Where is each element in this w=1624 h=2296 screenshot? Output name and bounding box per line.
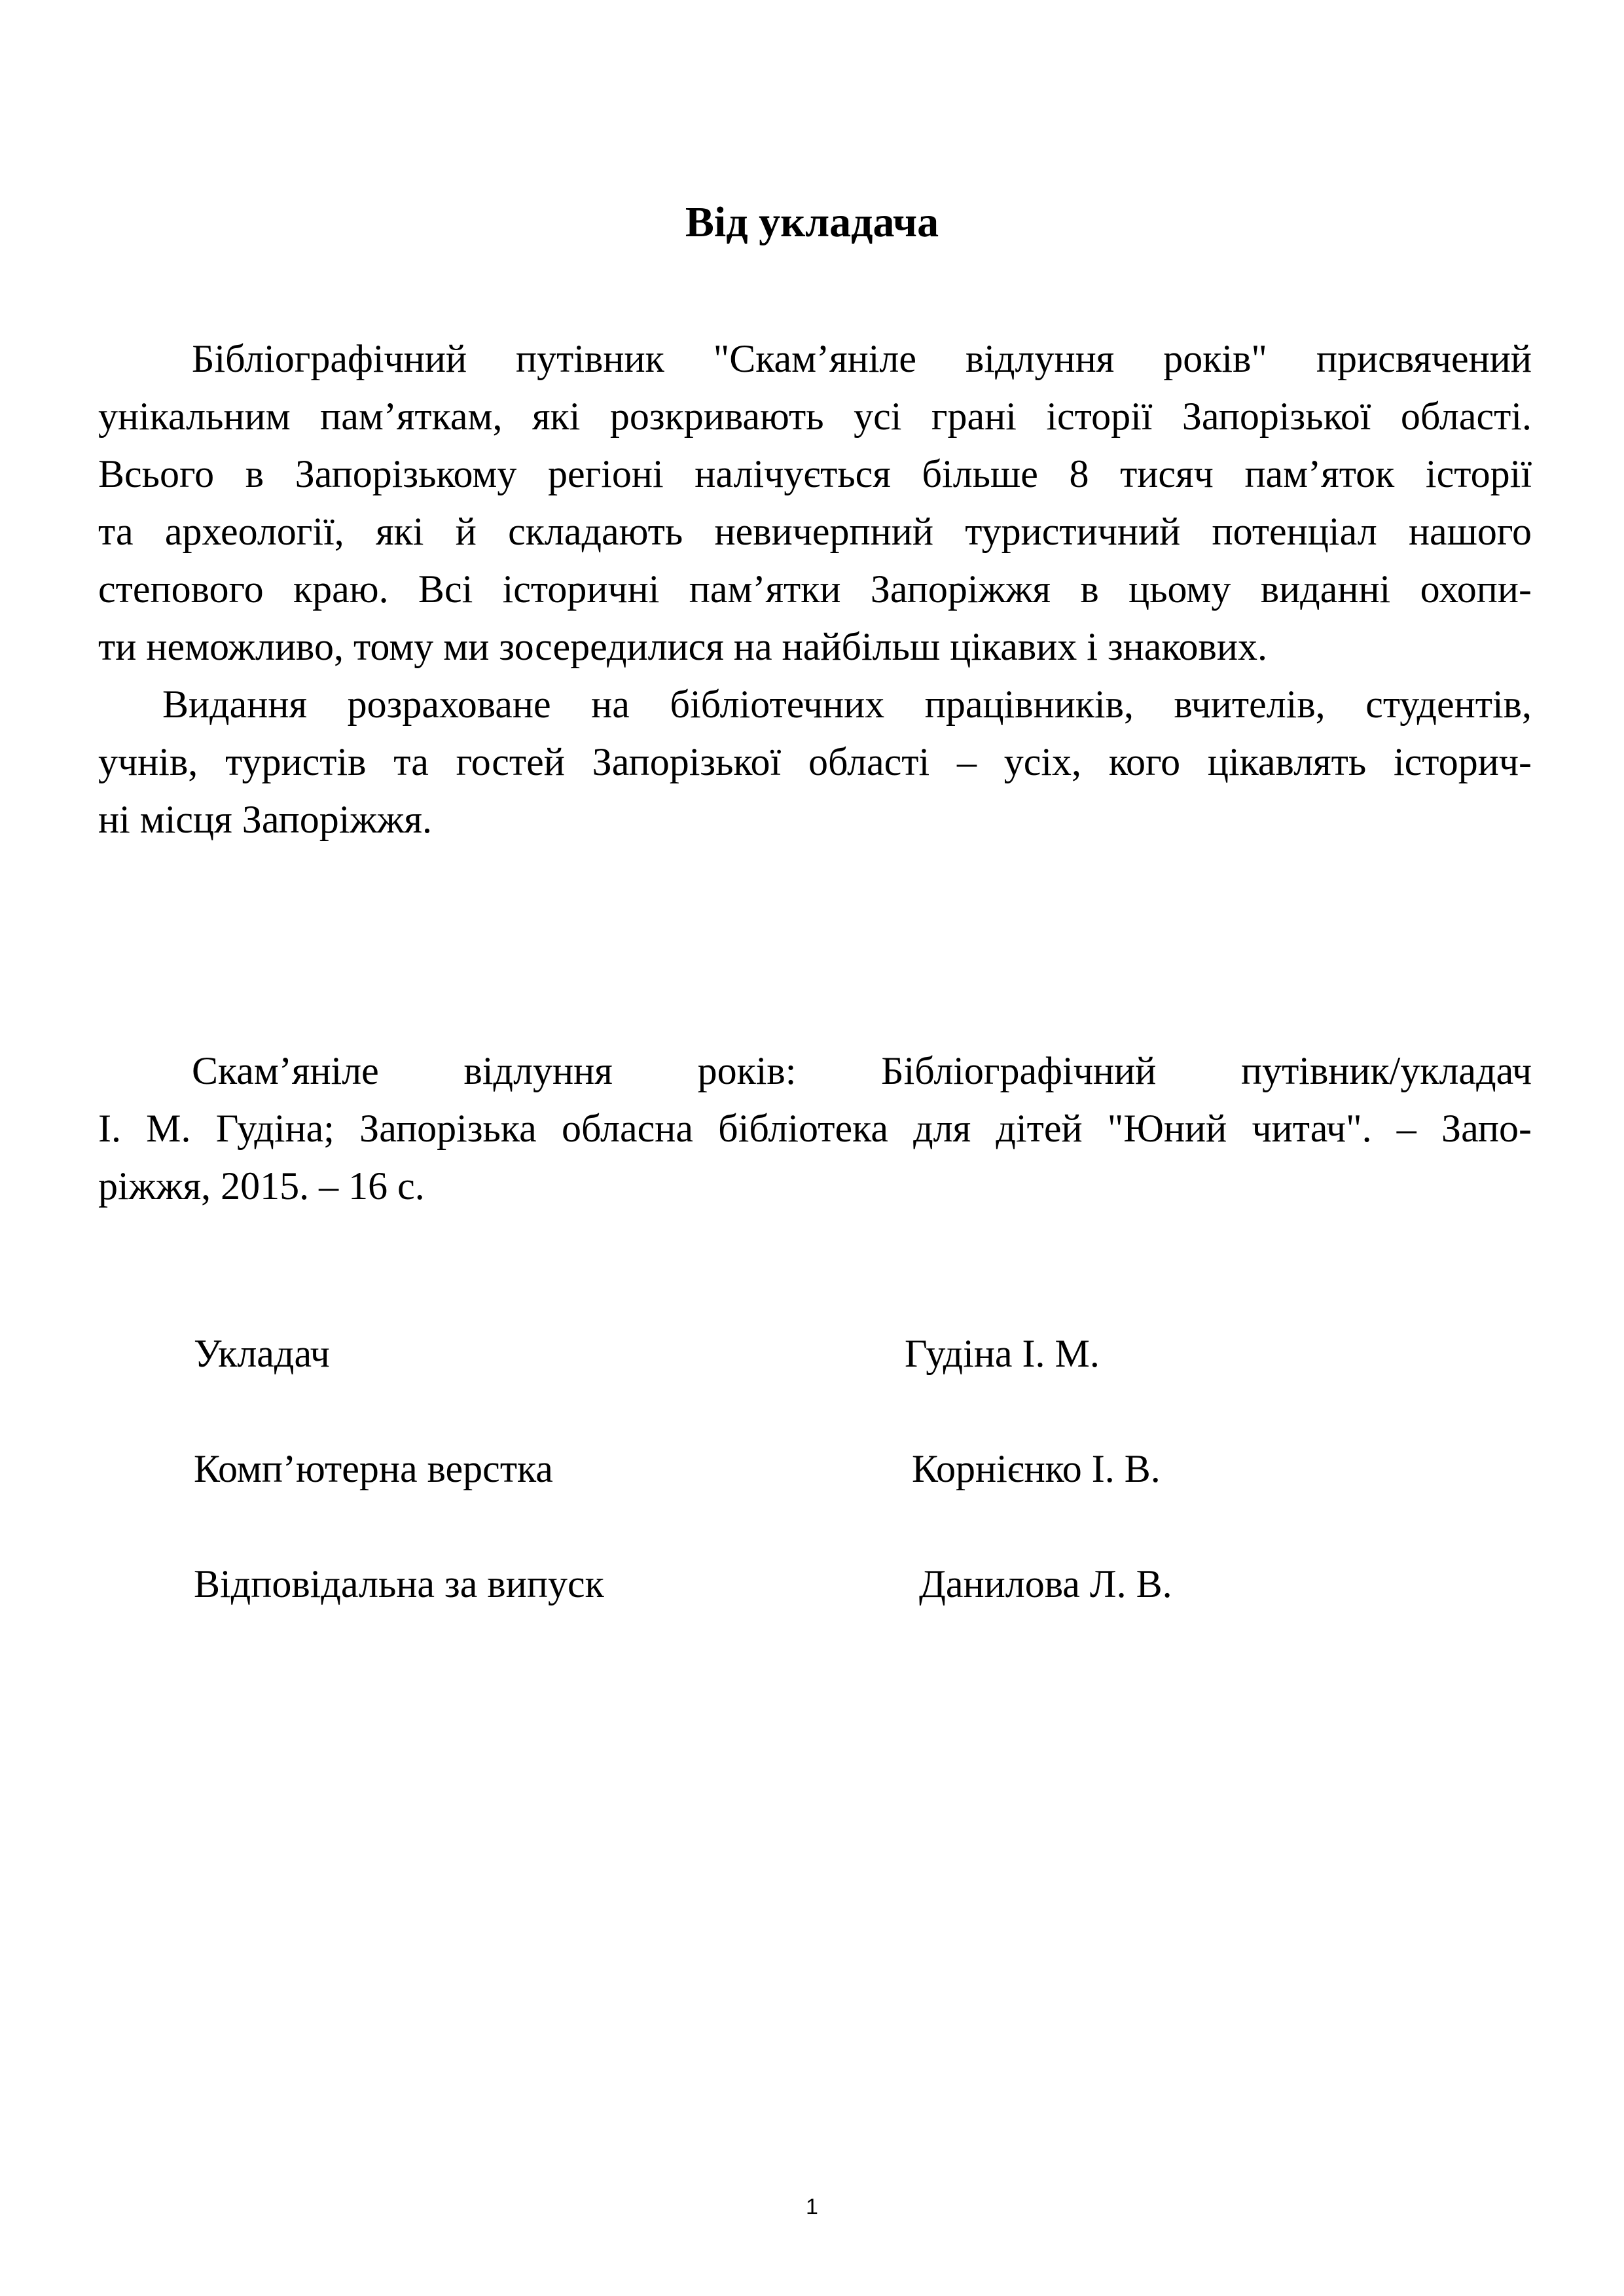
- intro-paragraph-1-line-5: степового краю. Всі історичні пам’ятки Запоріжжя в цьому виданні охопи-: [98, 567, 1532, 611]
- credit-name-layout: Корнієнко І. В.: [912, 1447, 1161, 1490]
- intro-paragraph-1-line-4: та археології, які й складають невичерпний туристичний потенціал нашого: [98, 510, 1532, 553]
- credit-name-compiler: Гудіна І. М.: [905, 1332, 1100, 1375]
- bibliography-line-1: Скам’яніле відлуння років: Бібліографічний путівник/укладач: [192, 1049, 1532, 1092]
- credit-role-compiler: Укладач: [194, 1332, 330, 1375]
- intro-paragraph-1-line-2: унікальним пам’яткам, які розкривають усі грані історії Запорізької області.: [98, 395, 1532, 438]
- intro-paragraph-2-line-3: ні місця Запоріжжя.: [98, 798, 432, 841]
- credit-role-layout: Комп’ютерна верстка: [194, 1447, 553, 1490]
- bibliography-line-3: ріжжя, 2015. – 16 с.: [98, 1164, 425, 1208]
- bibliography-line-2: І. М. Гудіна; Запорізька обласна бібліотека для дітей "Юний читач". – Запо-: [98, 1107, 1532, 1150]
- intro-paragraph-2-line-1: Видання розраховане на бібліотечних працівників, вчителів, студентів,: [162, 683, 1532, 726]
- intro-paragraph-1-line-6: ти неможливо, тому ми зосередилися на найбільш цікавих і знакових.: [98, 625, 1267, 668]
- credit-name-responsible: Данилова Л. В.: [919, 1562, 1172, 1605]
- page-number: 1: [806, 2195, 818, 2219]
- page-title: Від укладача: [685, 198, 939, 246]
- intro-paragraph-1-line-3: Всього в Запорізькому регіоні налічується більше 8 тисяч пам’яток історії: [98, 452, 1532, 495]
- credit-role-responsible: Відповідальна за випуск: [194, 1562, 604, 1605]
- intro-paragraph-2-line-2: учнів, туристів та гостей Запорізької області – усіх, кого цікавлять історич-: [98, 740, 1532, 783]
- intro-paragraph-1-line-1: Бібліографічний путівник "Скам’яніле відлуння років" присвячений: [192, 337, 1532, 380]
